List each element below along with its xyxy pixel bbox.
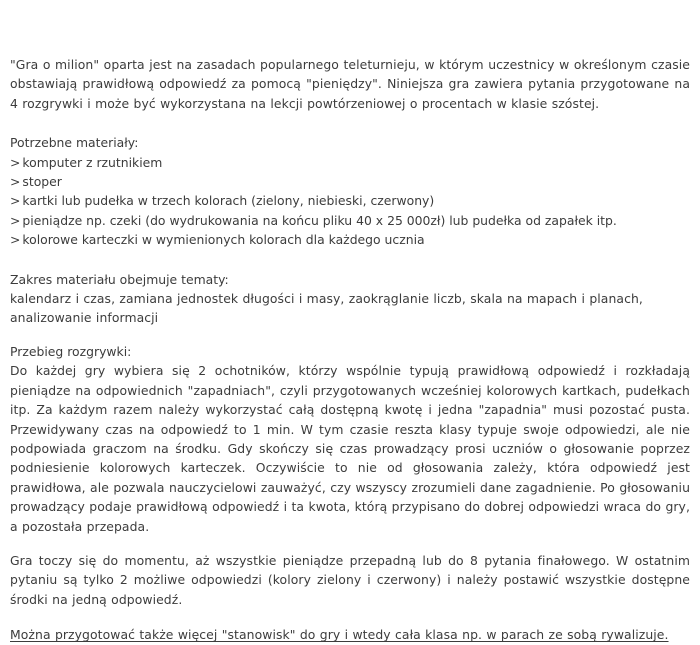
spacer-after-course (10, 536, 690, 551)
duration-paragraph: Gra toczy się do momentu, aż wszystkie pieniądze przepadną lub do 8 pytania finałowego. W ostatnim pytaniu są tylko 2 możliwe odpowiedzi (kolory zielony i czerwony) i należy postawić wszystkie dostępne środki na jedną odpowiedź. (10, 552, 690, 607)
list-item (10, 191, 690, 210)
list-item-label: pieniądze np. czeki (do wydrukowania na końcu pliku 40 x 25 000zł) lub pudełka od zapałek itp. (22, 212, 617, 228)
materials-heading: Potrzebne materiały: (10, 135, 139, 151)
spacer-after-intro (10, 113, 690, 133)
bullet-marker-icon: > (10, 174, 21, 190)
list-item (10, 172, 690, 191)
closing-note: Można przygotować także więcej "stanowisk" do gry i wtedy cała klasa np. w parach ze sobą rywalizuje. (10, 627, 669, 643)
intro-paragraph: "Gra o milion" oparta jest na zasadach popularnego teleturnieju, w którym uczestnicy w określonym czasie obstawiają prawidłową odpowiedź za pomocą "pieniędzy". Niniejsza gra zawiera pytania przygotowane na 4 rozgrywki i może być wykorzystana na lekcji powtórzeniowej o procentach w klasie szóstej. (10, 57, 690, 111)
spacer-after-materials (10, 250, 690, 270)
bullet-marker-icon: > (10, 154, 21, 170)
list-item-label: kartki lub pudełka w trzech kolorach (zielony, niebieski, czerwony) (22, 193, 435, 209)
topics-heading: Zakres materiału obejmuje tematy: (10, 271, 229, 287)
document-body (10, 55, 690, 645)
list-item-label: komputer z rzutnikiem (22, 154, 163, 170)
spacer-after-duration (10, 609, 690, 625)
list-item-label: kolorowe karteczki w wymienionych kolorach dla każdego ucznia (22, 232, 425, 248)
list-item (10, 153, 690, 172)
course-paragraph: Do każdej gry wybiera się 2 ochotników, którzy wspólnie typują prawidłową odpowiedź i rozkładają pieniądze na odpowiednich "zapadniach", czyli przygotowanych wcześniej kolorowych kartkach, pudełkach itp. Za każdym razem należy wykorzystać całą dostępną kwotę i jedna "zapadnia" musi pozostać pusta. Przewidywany czas na odpowiedź to 1 min. W tym czasie reszta klasy typuje swoje odpowiedzi, ale nie podpowiada graczom na środku. Gdy skończy się czas prowadzący prosi uczniów o głosowanie poprzez podniesienie kolorowych karteczek. Oczywiście to nie od głosowania zależy, która odpowiedź jest prawidłowa, ale pozwala nauczycielowi zauważyć, czy wszyscy zrozumieli dane zagadnienie. Po głosowaniu prowadzący podaje prawidłową odpowiedź i ta kwota, którą przypisano do dobrej odpowiedzi wraca do gry, a pozostała przepada. (10, 363, 690, 534)
materials-list (10, 153, 690, 250)
bullet-marker-icon: > (10, 193, 21, 209)
spacer-after-topics (10, 328, 690, 342)
bullet-marker-icon: > (10, 212, 21, 228)
course-heading: Przebieg rozgrywki: (10, 343, 132, 359)
list-item-label: stoper (22, 174, 62, 190)
list-item (10, 211, 690, 230)
bullet-marker-icon: > (10, 232, 21, 248)
topics-line: kalendarz i czas, zamiana jednostek długości i masy, zaokrąglanie liczb, skala na mapach i planach, analizowanie informacji (10, 291, 643, 326)
list-item (10, 230, 690, 249)
